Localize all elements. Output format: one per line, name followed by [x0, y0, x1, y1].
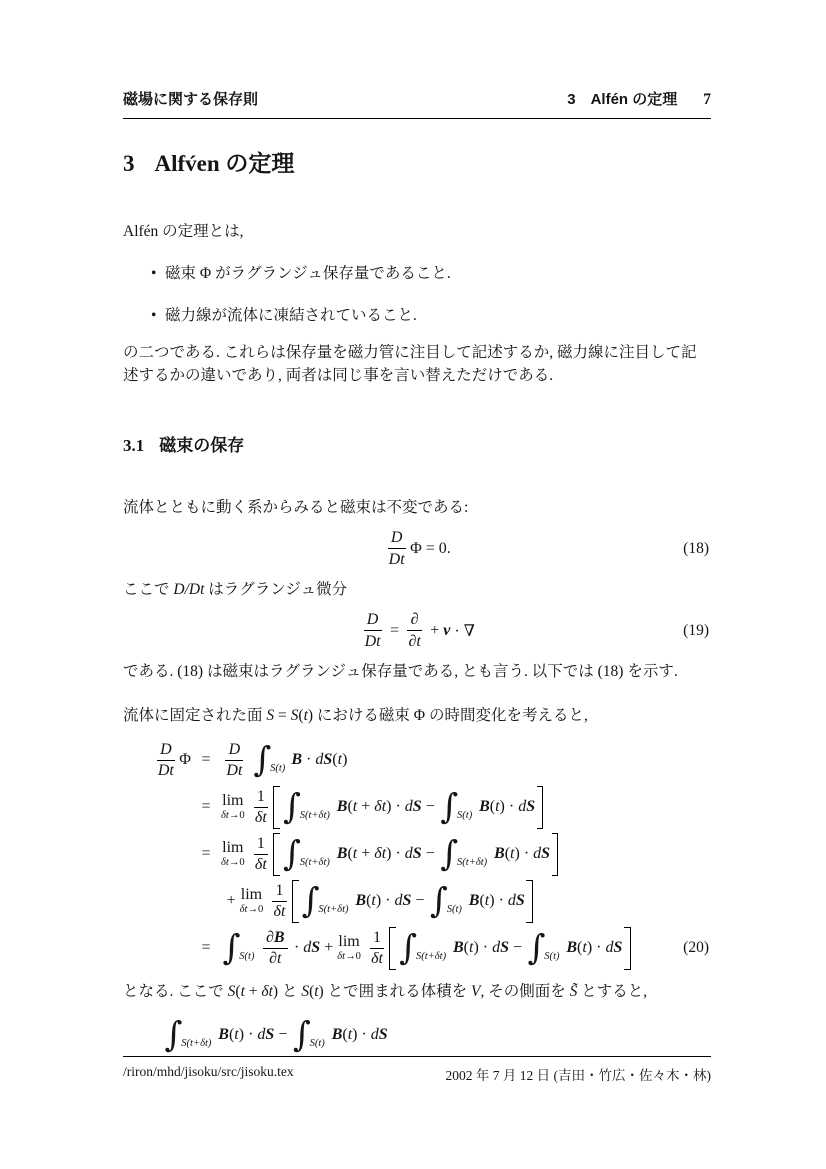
body-paragraph: である. (18) は磁束はラグランジュ保存量である, とも言う. 以下では (18) を示す. — [123, 662, 678, 680]
equation-continuation: ∫ S(t+δt) B ( t ) · d S − ∫ S(t) B ( t ) · d S — [164, 1014, 388, 1055]
bullet-item — [123, 262, 711, 285]
equation-20-block — [123, 737, 711, 972]
equation-line — [123, 831, 711, 878]
header-right-title: 3 Alfén の定理 — [567, 91, 678, 108]
equation-tag: (18) — [683, 539, 709, 557]
body-paragraph: 流体とともに動く系からみると磁束は不変である: — [123, 498, 469, 516]
equation-line — [123, 878, 711, 925]
bullet-list — [123, 262, 711, 327]
running-header — [123, 88, 711, 119]
subsection-title: 磁束の保存 — [159, 435, 245, 455]
equals-sign: = — [201, 845, 211, 863]
header-right — [567, 88, 711, 109]
equation-rhs: D Dt ∫ S(t) B · d S ( t ) — [226, 740, 348, 781]
subsection-heading — [123, 436, 711, 456]
footer-date-authors: 2002 年 7 月 12 日 (吉田・竹広・佐々木・林) — [445, 1068, 711, 1083]
equals-sign: = — [201, 751, 211, 769]
body-paragraph: 流体に固定された面 S = S(t) における磁束 Φ の時間変化を考えると, — [123, 706, 588, 724]
page-content — [123, 88, 711, 1063]
equation-rhs: lim δt→0 1 δt ∫ S(t+δt) B ( t + δt ) · d S − ∫ S(t+δt) B ( t ) · d S — [221, 833, 559, 876]
equation-19 — [123, 606, 711, 656]
section-title: Alfv́en の定理 — [154, 151, 295, 176]
equation-tag: (19) — [683, 621, 709, 639]
bullet-text: 磁束 Φ がラグランジュ保存量であること. — [165, 264, 451, 282]
equation-rhs: + lim δt→0 1 δt ∫ S(t+δt) B ( t ) · d S − ∫ S(t) B ( t ) · d S — [221, 880, 534, 923]
section-heading — [123, 150, 711, 178]
bullet-icon: • — [151, 264, 157, 282]
intro-lead-paragraph: Alfén の定理とは, — [123, 222, 244, 240]
body-paragraph: ここで D/Dt はラグランジュ微分 — [123, 580, 348, 598]
header-left-title: 磁場に関する保存則 — [123, 91, 259, 108]
equation-tag: (20) — [683, 939, 709, 957]
bullet-text: 磁力線が流体に凍結されていること. — [165, 306, 417, 324]
equation-line — [123, 784, 711, 831]
equation-rhs: ∫ S(t) ∂ B ∂ t · d S + lim δt→0 1 δt ∫ S(t+δt) B ( t ) · d S − ∫ S(t) B ( t ) · d S — [221, 927, 632, 970]
equals-sign: = — [201, 939, 211, 957]
equation-line — [123, 925, 711, 972]
equation-body: $\frac{D}{Dt}$ = ∂ ∂ t + v · ∇ — [364, 611, 475, 650]
equation-rhs: lim δt→0 1 δt ∫ S(t+δt) B ( t + δt ) · d S − ∫ S(t) B ( t ) · d S — [221, 786, 544, 829]
equation-18 — [123, 524, 711, 574]
page-number: 7 — [703, 91, 711, 108]
page-footer — [123, 1056, 711, 1084]
intro-after-paragraph: の二つである. これらは保存量を磁力管に注目して記述するか, 磁力線に注目して記述するかの違いであり, 両者は同じ事を言い替えただけである. — [123, 343, 697, 384]
subsection-number: 3.1 — [123, 435, 145, 455]
section-number: 3 — [123, 151, 135, 176]
equation-line — [123, 737, 711, 784]
equals-sign: = — [201, 798, 211, 816]
equation-lhs: D Dt Φ — [157, 740, 191, 780]
body-paragraph: となる. ここで S(t + δt) と S(t) とで囲まれる体積を V, その側面を S̃ とすると, — [123, 982, 648, 1000]
footer-file-path: /riron/mhd/jisoku/src/jisoku.tex — [123, 1064, 294, 1079]
bullet-item — [123, 304, 711, 327]
bullet-icon: • — [151, 306, 157, 324]
equation-body: D Dt Φ = 0. — [388, 529, 451, 568]
